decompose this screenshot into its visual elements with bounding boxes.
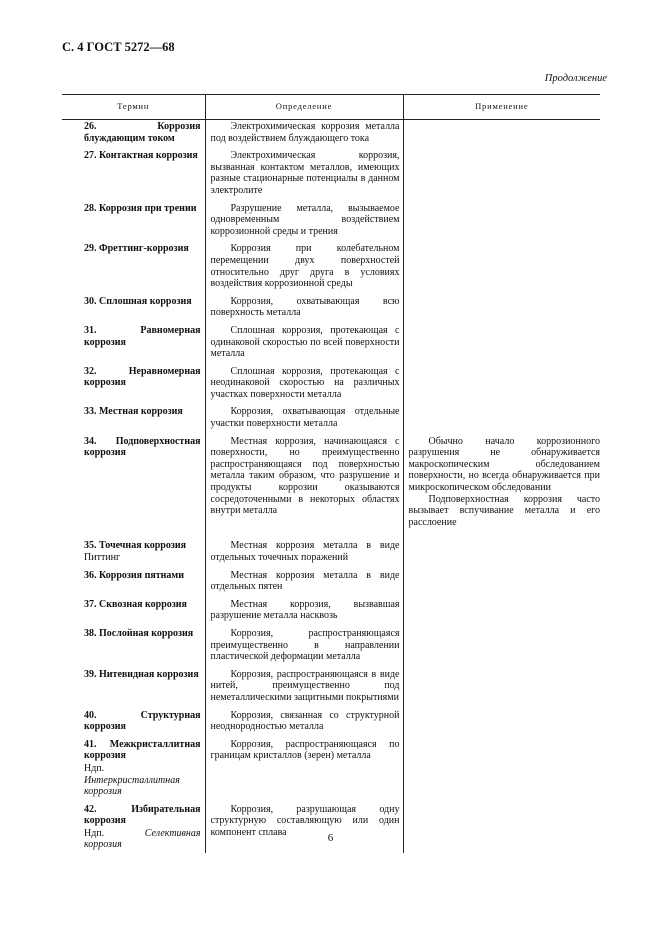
term-cell bbox=[62, 120, 205, 147]
deprecated-label: Ндп. bbox=[84, 762, 105, 774]
term-text: 32. Неравномерная коррозия bbox=[84, 365, 201, 389]
application-cell bbox=[403, 800, 600, 853]
table-row bbox=[62, 292, 600, 321]
term-text: 42. Избирательная коррозия bbox=[84, 803, 201, 827]
definition-text: Местная коррозия, вызвавшая разрушение металла насквозь bbox=[210, 598, 400, 622]
term-text: 28. Коррозия при трении bbox=[84, 202, 197, 214]
table-row bbox=[62, 530, 600, 565]
application-cell bbox=[403, 146, 600, 198]
deprecated-term-text: Интеркристаллитная коррозия bbox=[84, 774, 180, 798]
definition-text: Коррозия, распространяющаяся в виде нитей, преимущественно под неметаллическими защитными покрытиями bbox=[210, 668, 400, 703]
definition-text: Коррозия, распространяющаяся по границам кристаллов (зерен) металла bbox=[210, 738, 400, 762]
term-text: 40. Структурная коррозия bbox=[84, 709, 201, 733]
term-text: 36. Коррозия пятнами bbox=[84, 569, 184, 581]
definition-cell bbox=[205, 432, 403, 531]
table-row bbox=[62, 120, 600, 147]
application-cell bbox=[403, 706, 600, 735]
definition-text: Коррозия, разрушающая одну структурную составляющую или один компонент сплава bbox=[210, 803, 400, 838]
term-text: 38. Послойная коррозия bbox=[84, 627, 194, 639]
term-text: 27. Контактная коррозия bbox=[84, 150, 198, 162]
definition-text: Коррозия, распространяющаяся преимущественно в направлении пластической деформации металла bbox=[210, 627, 400, 663]
application-cell bbox=[403, 566, 600, 595]
definition-text: Местная коррозия, начинающаяся с поверхности, но преимущественно распространяющаяся под поверхностью металла таким образом, что разрушение и продукты коррозии оказываются сосредоточенными в некоторых областях внутри металла bbox=[210, 435, 400, 517]
definition-text: Сплошная коррозия, протекающая с одинаковой скоростью по всей поверхности металла bbox=[210, 324, 400, 360]
table-header-row bbox=[62, 95, 600, 120]
application-cell bbox=[403, 530, 600, 565]
term-cell bbox=[62, 239, 205, 291]
table-row bbox=[62, 432, 600, 531]
term-text: 39. Нитевидная коррозия bbox=[84, 668, 199, 680]
definition-cell bbox=[205, 706, 403, 735]
table-row bbox=[62, 706, 600, 735]
definition-cell bbox=[205, 595, 403, 624]
definition-cell bbox=[205, 321, 403, 362]
term-text: 41. Межкристаллитная коррозия bbox=[84, 738, 201, 762]
application-cell bbox=[403, 735, 600, 800]
table-row bbox=[62, 199, 600, 240]
continuation-label: Продолжение bbox=[544, 73, 607, 84]
application-cell bbox=[403, 432, 600, 531]
definition-cell bbox=[205, 362, 403, 403]
application-text: Подповерхностная коррозия часто вызывает вспучивание металла и его расслоение bbox=[408, 493, 600, 528]
definition-cell bbox=[205, 624, 403, 665]
definition-cell bbox=[205, 239, 403, 291]
application-cell bbox=[403, 292, 600, 321]
term-synonym: Питтинг bbox=[84, 552, 121, 563]
term-cell bbox=[62, 566, 205, 595]
definition-text: Коррозия, охватывающая всю поверхность металла bbox=[210, 295, 400, 319]
term-cell bbox=[62, 402, 205, 431]
application-cell bbox=[403, 321, 600, 362]
definition-cell bbox=[205, 530, 403, 565]
definition-cell bbox=[205, 665, 403, 706]
term-cell bbox=[62, 665, 205, 706]
definition-cell bbox=[205, 120, 403, 147]
table-row bbox=[62, 321, 600, 362]
table-row bbox=[62, 239, 600, 291]
application-cell bbox=[403, 199, 600, 240]
definition-text: Коррозия при колебательном перемещении двух поверхностей относительно друг друга в условиях воздействия коррозионной среды bbox=[210, 243, 400, 290]
term-cell bbox=[62, 199, 205, 240]
application-cell bbox=[403, 362, 600, 403]
term-text: 35. Точечная коррозия bbox=[84, 540, 187, 552]
deprecated-term bbox=[84, 763, 201, 798]
deprecated-term-text: Селективная коррозия bbox=[84, 827, 201, 851]
definition-text: Электрохимическая коррозия металла под воздействием блуждающего тока bbox=[210, 121, 400, 144]
definition-text: Сплошная коррозия, протекающая с неодинаковой скоростью на различных участках поверхности металла bbox=[210, 365, 400, 400]
application-cell bbox=[403, 402, 600, 431]
term-cell bbox=[62, 530, 205, 565]
column-header-definition: Определение bbox=[205, 95, 403, 120]
term-cell bbox=[62, 292, 205, 321]
table-row bbox=[62, 624, 600, 665]
table-row bbox=[62, 146, 600, 198]
term-text: 29. Фреттинг-коррозия bbox=[84, 243, 189, 255]
term-cell bbox=[62, 706, 205, 735]
table-row bbox=[62, 735, 600, 800]
definition-cell bbox=[205, 566, 403, 595]
definition-text: Местная коррозия металла в виде отдельных точечных поражений bbox=[210, 540, 400, 563]
table-row bbox=[62, 665, 600, 706]
term-text: 33. Местная коррозия bbox=[84, 406, 183, 418]
term-cell bbox=[62, 624, 205, 665]
column-header-application: Применение bbox=[403, 95, 600, 120]
terms-table bbox=[62, 94, 600, 853]
definition-cell bbox=[205, 735, 403, 800]
term-cell bbox=[62, 595, 205, 624]
term-cell bbox=[62, 432, 205, 531]
definition-text: Местная коррозия металла в виде отдельных пятен bbox=[210, 569, 400, 593]
table-row bbox=[62, 800, 600, 853]
definition-text: Электрохимическая коррозия, вызванная контактом металлов, имеющих разные стационарные потенциалы в данном электролите bbox=[210, 150, 400, 196]
definition-text: Коррозия, охватывающая отдельные участки поверхности металла bbox=[210, 406, 400, 430]
page-number: 6 bbox=[327, 832, 334, 844]
application-cell bbox=[403, 120, 600, 147]
term-text: 26. Коррозия блуждающим током bbox=[84, 121, 201, 144]
definition-cell bbox=[205, 292, 403, 321]
application-cell bbox=[403, 595, 600, 624]
definition-cell bbox=[205, 199, 403, 240]
term-cell bbox=[62, 321, 205, 362]
table-row bbox=[62, 362, 600, 403]
term-cell bbox=[62, 146, 205, 198]
page-header: С. 4 ГОСТ 5272—68 bbox=[62, 40, 175, 54]
table-row bbox=[62, 402, 600, 431]
deprecated-label: Ндп. bbox=[84, 827, 105, 839]
term-cell bbox=[62, 735, 205, 800]
term-text: 30. Сплошная коррозия bbox=[84, 295, 192, 307]
term-cell bbox=[62, 362, 205, 403]
application-cell bbox=[403, 239, 600, 291]
application-text: Обычно начало коррозионного разрушения не обнаруживается макроскопическим обследованием поверхности, но всегда обнаруживается при микроскопическом обследовании bbox=[408, 435, 600, 494]
definition-cell bbox=[205, 146, 403, 198]
definition-cell bbox=[205, 800, 403, 853]
table-row bbox=[62, 566, 600, 595]
term-text: 34. Подповерхностная коррозия bbox=[84, 435, 201, 459]
definition-text: Коррозия, связанная со структурной неоднородностью металла bbox=[210, 709, 400, 733]
table-row bbox=[62, 595, 600, 624]
application-cell bbox=[403, 624, 600, 665]
definition-text: Разрушение металла, вызываемое одновременным воздействием коррозионной среды и трения bbox=[210, 202, 400, 237]
column-header-term: Термин bbox=[62, 95, 205, 120]
application-cell bbox=[403, 665, 600, 706]
term-cell bbox=[62, 800, 205, 853]
definition-cell bbox=[205, 402, 403, 431]
term-text: 37. Сквозная коррозия bbox=[84, 598, 187, 610]
term-text: 31. Равномерная коррозия bbox=[84, 324, 201, 348]
